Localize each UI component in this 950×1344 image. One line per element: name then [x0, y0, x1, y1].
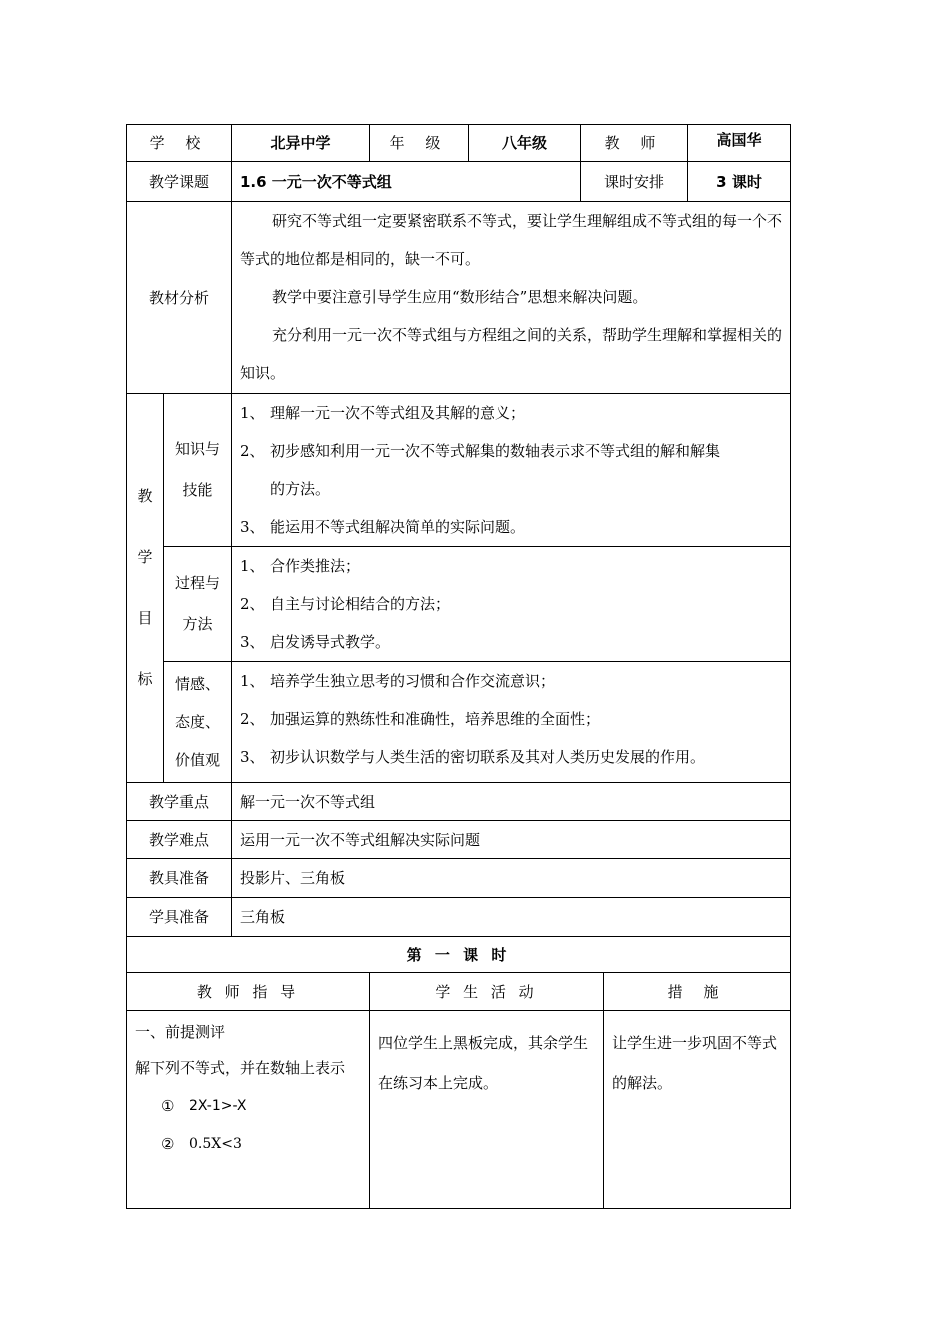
- item-number: 2、: [240, 442, 265, 460]
- attitude-content: [232, 662, 791, 783]
- hours-value: 3 课时: [688, 162, 791, 202]
- key-point-label: 教学重点: [127, 783, 232, 821]
- exercise-expression: 0.5X<3: [189, 1136, 242, 1152]
- item-text: 初步认识数学与人类生活的密切联系及其对人类历史发展的作用。: [270, 748, 706, 766]
- guidance-heading: 一、前提测评: [135, 1023, 226, 1041]
- analysis-paragraph-1: 研究不等式组一定要紧密联系不等式，要让学生理解组成不等式组的每一个不等式的地位都是相同的，缺一不可。: [240, 212, 783, 268]
- exercise-item: [127, 1125, 369, 1163]
- lesson-content-row: [127, 1011, 791, 1209]
- student-tools-row: [127, 898, 791, 937]
- header-row: [127, 125, 791, 162]
- list-item: [240, 700, 784, 738]
- process-label: [164, 547, 232, 662]
- exercise-mark: ②: [161, 1135, 175, 1153]
- knowledge-label-line: 知识与: [174, 440, 220, 458]
- item-number: 1、: [240, 404, 265, 422]
- item-number: 2、: [240, 595, 265, 613]
- attitude-label-line: 态度、: [174, 713, 220, 731]
- hours-label: 课时安排: [581, 162, 688, 202]
- objectives-label-char: 学: [137, 548, 153, 566]
- topic-value: 1.6 一元一次不等式组: [232, 162, 581, 202]
- process-content: [232, 547, 791, 662]
- lesson-plan-table: [126, 124, 791, 1209]
- item-text: 加强运算的熟练性和准确性，培养思维的全面性；: [270, 710, 601, 728]
- analysis-content: [232, 202, 791, 394]
- list-item: [240, 547, 784, 585]
- objective-knowledge-row: [127, 394, 791, 547]
- process-label-line: 过程与: [174, 574, 220, 592]
- list-item: [240, 662, 784, 700]
- school-label: 学 校: [127, 125, 232, 162]
- item-number: 3、: [240, 518, 265, 536]
- topic-row: [127, 162, 791, 202]
- teaching-tools-value: 投影片、三角板: [232, 859, 791, 898]
- item-number: 3、: [240, 748, 265, 766]
- item-text: 自主与讨论相结合的方法；: [270, 595, 451, 613]
- item-text: 初步感知利用一元一次不等式解集的数轴表示求不等式组的解和解集: [270, 442, 721, 460]
- item-text: 合作类推法；: [270, 557, 361, 575]
- attitude-label-line: 情感、: [174, 675, 220, 693]
- teaching-measure: 让学生进一步巩固不等式的解法。: [604, 1011, 791, 1209]
- school-value: 北异中学: [232, 125, 370, 162]
- difficulty-row: [127, 821, 791, 859]
- objective-attitude-row: [127, 662, 791, 783]
- attitude-label-line: 价值观: [174, 751, 220, 769]
- knowledge-label-line: 技能: [182, 481, 213, 499]
- list-item: [240, 432, 784, 470]
- item-text: 能运用不等式组解决简单的实际问题。: [270, 518, 526, 536]
- analysis-paragraph-2: 教学中要注意引导学生应用“数形结合”思想来解决问题。: [272, 288, 648, 306]
- item-number: 3、: [240, 633, 265, 651]
- analysis-label: 教材分析: [127, 202, 232, 394]
- key-point-value: 解一元一次不等式组: [232, 783, 791, 821]
- teacher-guidance: [127, 1011, 370, 1209]
- exercise-item: [127, 1087, 369, 1125]
- list-item: [240, 508, 784, 546]
- item-number: 1、: [240, 557, 265, 575]
- objectives-label-char: 目: [137, 609, 153, 627]
- column-header-student: 学 生 活 动: [370, 973, 604, 1011]
- teacher-value: 高国华: [688, 125, 791, 162]
- key-point-row: [127, 783, 791, 821]
- objective-process-row: [127, 547, 791, 662]
- list-item: [240, 738, 784, 776]
- objectives-label-char: 标: [137, 670, 153, 688]
- lesson-title: 第 一 课 时: [127, 937, 791, 973]
- column-header-measure: 措 施: [604, 973, 791, 1011]
- teaching-tools-row: [127, 859, 791, 898]
- item-number: 1、: [240, 672, 265, 690]
- grade-label: 年 级: [370, 125, 469, 162]
- exercise-mark: ①: [161, 1097, 175, 1115]
- student-tools-value: 三角板: [232, 898, 791, 937]
- student-activity: 四位学生上黑板完成，其余学生在练习本上完成。: [370, 1011, 604, 1209]
- list-item: [240, 394, 784, 432]
- student-tools-label: 学具准备: [127, 898, 232, 937]
- objectives-label-char: 教: [137, 487, 153, 505]
- process-label-line: 方法: [182, 615, 213, 633]
- list-item: [240, 585, 784, 623]
- difficulty-label: 教学难点: [127, 821, 232, 859]
- guidance-instruction: 解下列不等式，并在数轴上表示: [135, 1059, 346, 1077]
- attitude-label: [164, 662, 232, 783]
- grade-value: 八年级: [469, 125, 581, 162]
- knowledge-label: [164, 394, 232, 547]
- column-header-teacher: 教 师 指 导: [127, 973, 370, 1011]
- exercise-expression: 2X-1>-X: [189, 1098, 247, 1114]
- analysis-row: [127, 202, 791, 394]
- item-text: 培养学生独立思考的习惯和合作交流意识；: [270, 672, 556, 690]
- item-text: 启发诱导式教学。: [270, 633, 391, 651]
- lesson-title-row: [127, 937, 791, 973]
- topic-label: 教学课题: [127, 162, 232, 202]
- objectives-label: [127, 394, 164, 783]
- teacher-label: 教 师: [581, 125, 688, 162]
- list-item: [240, 623, 784, 661]
- list-item-continuation: 的方法。: [270, 480, 331, 498]
- analysis-paragraph-3: 充分利用一元一次不等式组与方程组之间的关系，帮助学生理解和掌握相关的知识。: [240, 326, 783, 382]
- teaching-tools-label: 教具准备: [127, 859, 232, 898]
- difficulty-value: 运用一元一次不等式组解决实际问题: [232, 821, 791, 859]
- item-number: 2、: [240, 710, 265, 728]
- lesson-header-row: [127, 973, 791, 1011]
- knowledge-content: [232, 394, 791, 547]
- item-text: 理解一元一次不等式组及其解的意义；: [270, 404, 526, 422]
